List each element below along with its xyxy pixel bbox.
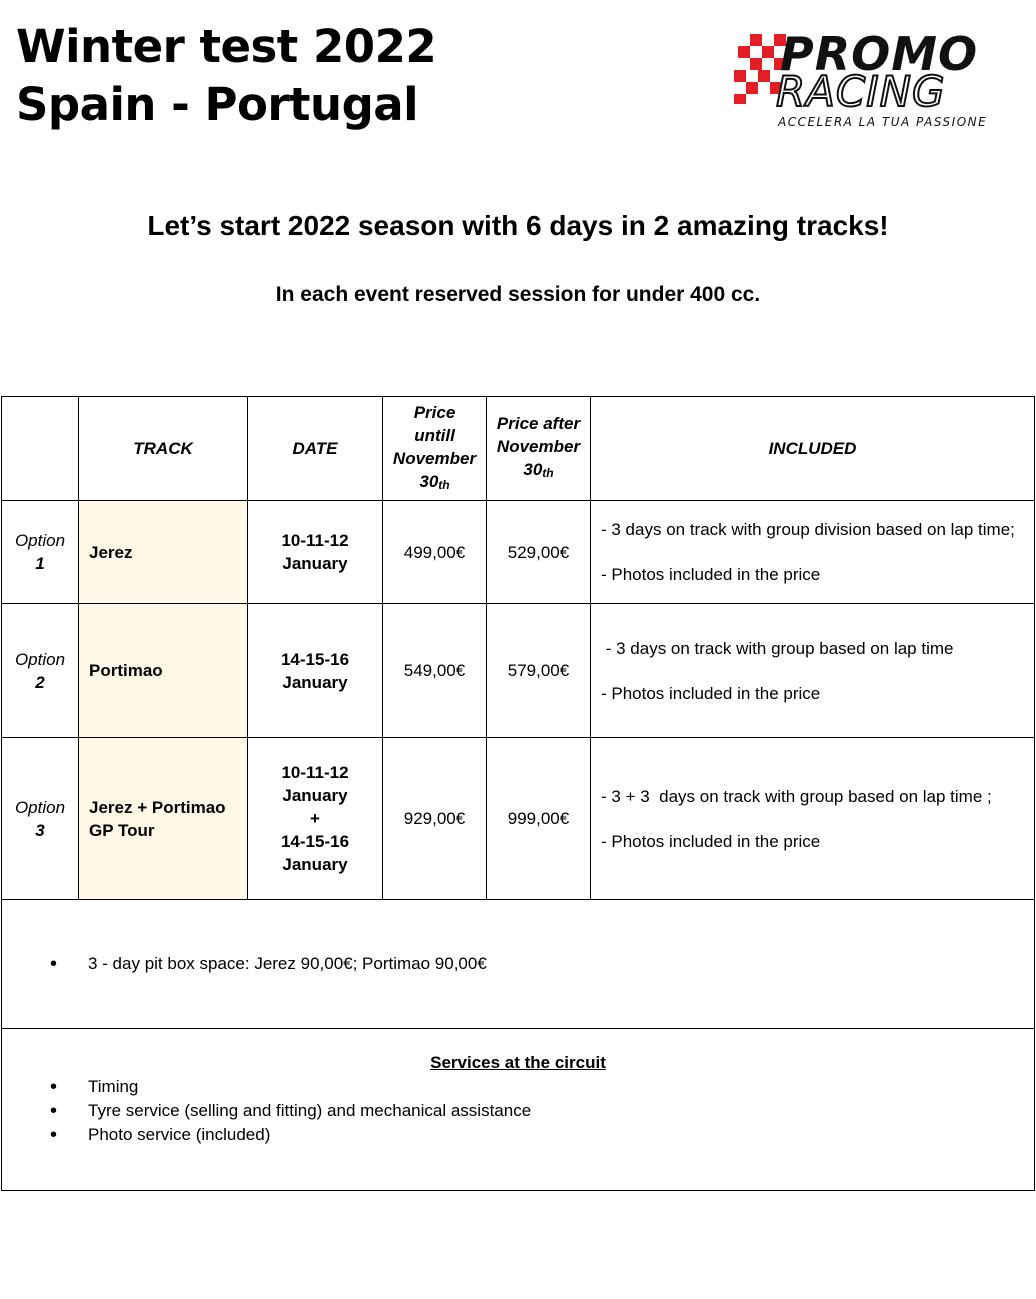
header-track: TRACK [79, 397, 248, 501]
header-price-until: Price untill November $30_{th}$ [383, 397, 487, 501]
price-until-cell: 929,00€ [383, 738, 487, 900]
date-cell: 14-15-16 January [248, 604, 383, 738]
svg-text:ACCELERA LA TUA PASSIONE: ACCELERA LA TUA PASSIONE [778, 115, 988, 129]
price-until-cell: 499,00€ [383, 501, 487, 604]
svg-text:RACING: RACING [776, 67, 946, 116]
track-cell: Jerez + Portimao GP Tour [79, 738, 248, 900]
list-item: • Tyre service (selling and fitting) and mechanical assistance [2, 1099, 1034, 1123]
price-until-cell: 549,00€ [383, 604, 487, 738]
header-price-after: Price after November $30_{th}$ [487, 397, 591, 501]
track-cell: Jerez [79, 501, 248, 604]
price-after-cell: 999,00€ [487, 738, 591, 900]
subline: In each event reserved session for under 400 cc. [275, 283, 761, 306]
pit-box-cell [2, 900, 1035, 1029]
services-title: Services at the circuit [430, 1053, 606, 1072]
list-item: • Timing [2, 1075, 1034, 1099]
header-date: DATE [248, 397, 383, 501]
services-row [2, 1029, 1035, 1191]
included-cell: - 3 days on track with group based on lap time - Photos included in the price [591, 604, 1035, 738]
included-cell: - 3 + 3 days on track with group based on lap time ; - Photos included in the price [591, 738, 1035, 900]
price-table [1, 396, 1035, 1191]
services-cell [2, 1029, 1035, 1191]
date-cell: 10-11-12 January + 14-15-16 January [248, 738, 383, 900]
price-after-cell: 579,00€ [487, 604, 591, 738]
table-row [2, 738, 1035, 900]
extra-row [2, 900, 1035, 1029]
included-cell: - 3 days on track with group division based on lap time; - Photos included in the price [591, 501, 1035, 604]
title-line-1: Winter test 2022 [16, 20, 437, 73]
headline: Let’s start 2022 season with 6 days in 2 amazing tracks! [147, 210, 889, 241]
price-after-cell: 529,00€ [487, 501, 591, 604]
document-title [16, 18, 436, 134]
track-cell: Portimao [79, 604, 248, 738]
option-cell: Option 2 [2, 604, 79, 738]
header-included: INCLUDED [591, 397, 1035, 501]
checkered-flag-icon [730, 26, 1010, 136]
date-cell: 10-11-12 January [248, 501, 383, 604]
svg-text:PROMO: PROMO [780, 27, 979, 81]
option-cell: Option 3 [2, 738, 79, 900]
list-item: • 3 - day pit box space: Jerez 90,00€; Portimao 90,00€ [2, 952, 1034, 976]
table-row [2, 501, 1035, 604]
title-line-2: Spain - Portugal [16, 78, 419, 131]
option-cell: Option 1 [2, 501, 79, 604]
table-header-row [2, 397, 1035, 501]
promo-racing-logo [730, 26, 1010, 136]
list-item: • Photo service (included) [2, 1123, 1034, 1147]
header-empty-cell [2, 397, 79, 501]
table-row [2, 604, 1035, 738]
